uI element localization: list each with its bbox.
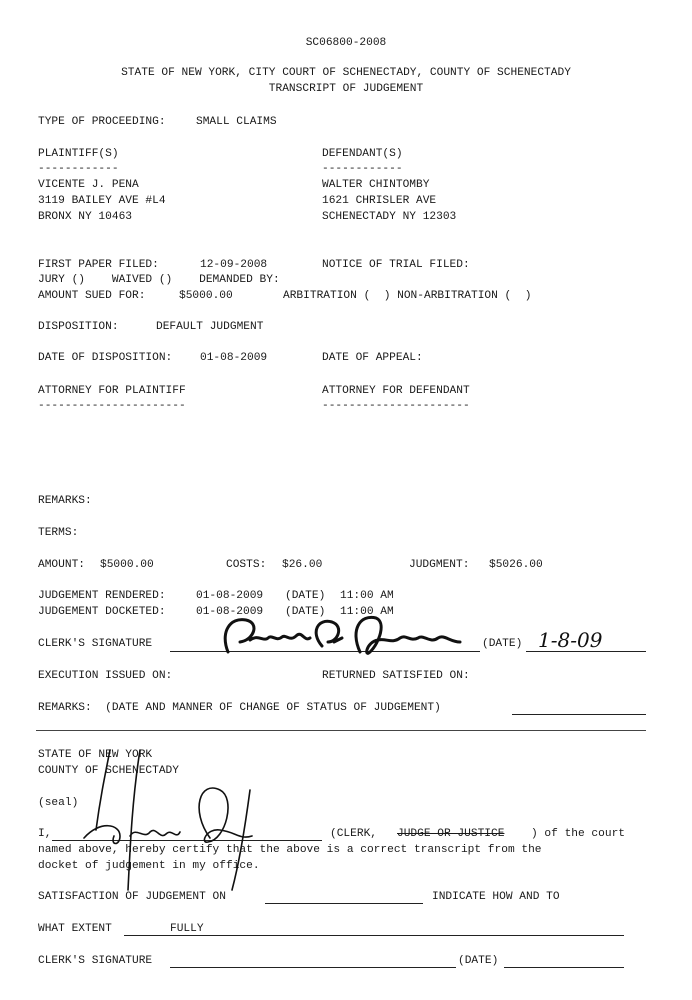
- docketed-label: JUDGEMENT DOCKETED:: [38, 606, 166, 618]
- cert-line-2: named above, hereby certify that the above is a correct transcript from the: [38, 844, 542, 856]
- remarks-label: REMARKS:: [38, 495, 92, 507]
- defendant-address-1: 1621 CHRISLER AVE: [322, 195, 437, 207]
- cert-clerk-close: ) of the court: [531, 828, 625, 840]
- handwritten-date: 1-8-09: [538, 628, 603, 652]
- defendant-heading: DEFENDANT(S): [322, 148, 403, 160]
- attorney-plaintiff-label: ATTORNEY FOR PLAINTIFF: [38, 385, 186, 397]
- cert-i: I,: [38, 828, 52, 840]
- amount-value: $5000.00: [100, 559, 154, 571]
- cert-line-3: docket of judgement in my office.: [38, 860, 260, 872]
- disposition-value: DEFAULT JUDGMENT: [156, 321, 264, 333]
- plaintiff-heading: PLAINTIFF(S): [38, 148, 119, 160]
- costs-value: $26.00: [282, 559, 323, 571]
- plaintiff-rule: ------------: [38, 163, 119, 175]
- docketed-date-tag: (DATE): [285, 606, 326, 618]
- amount-sued-label: AMOUNT SUED FOR:: [38, 290, 146, 302]
- attorney-defendant-label: ATTORNEY FOR DEFENDANT: [322, 385, 470, 397]
- judgment-label: JUDGMENT:: [409, 559, 470, 571]
- defendant-name: WALTER CHINTOMBY: [322, 179, 430, 191]
- returned-satisfied-label: RETURNED SATISFIED ON:: [322, 670, 470, 682]
- disposition-date-label: DATE OF DISPOSITION:: [38, 352, 173, 364]
- execution-issued-label: EXECUTION ISSUED ON:: [38, 670, 173, 682]
- costs-label: COSTS:: [226, 559, 267, 571]
- clerk-signature-label: CLERK'S SIGNATURE: [38, 638, 153, 650]
- document-number: SC06800-2008: [305, 37, 387, 49]
- clerk-signature-2-date-line: [504, 967, 624, 968]
- rendered-date: 01-08-2009: [196, 590, 264, 602]
- cert-struck-judge: JUDGE OR JUSTICE: [397, 828, 505, 840]
- first-paper-value: 12-09-2008: [200, 259, 268, 271]
- docketed-time: 11:00 AM: [340, 606, 394, 618]
- satisfaction-label: SATISFACTION OF JUDGEMENT ON: [38, 891, 226, 903]
- remarks-second-line: [36, 730, 646, 731]
- proceeding-label: TYPE OF PROCEEDING:: [38, 116, 166, 128]
- first-paper-label: FIRST PAPER FILED:: [38, 259, 159, 271]
- extent-value: FULLY: [170, 923, 204, 935]
- plaintiff-address-1: 3119 BAILEY AVE #L4: [38, 195, 166, 207]
- satisfaction-line: [265, 903, 423, 904]
- rendered-label: JUDGEMENT RENDERED:: [38, 590, 166, 602]
- cert-county: COUNTY OF SCHENECTADY: [38, 765, 179, 777]
- disposition-label: DISPOSITION:: [38, 321, 119, 333]
- docketed-date: 01-08-2009: [196, 606, 264, 618]
- proceeding-value: SMALL CLAIMS: [196, 116, 277, 128]
- court-heading: STATE OF NEW YORK, CITY COURT OF SCHENECTADY, COUNTY OF SCHENECTADY: [121, 67, 571, 79]
- attorney-plaintiff-rule: ----------------------: [38, 400, 186, 412]
- jury-line: JURY () WAIVED () DEMANDED BY:: [38, 274, 280, 286]
- clerk-signature-2-date-tag: (DATE): [458, 955, 499, 967]
- indicate-label: INDICATE HOW AND TO: [432, 891, 560, 903]
- cert-seal: (seal): [38, 797, 79, 809]
- document-title: TRANSCRIPT OF JUDGEMENT: [268, 83, 424, 95]
- terms-label: TERMS:: [38, 527, 79, 539]
- cert-state: STATE OF NEW YORK: [38, 749, 153, 761]
- remarks-status-line: [512, 714, 646, 715]
- notice-of-trial-label: NOTICE OF TRIAL FILED:: [322, 259, 470, 271]
- disposition-date-value: 01-08-2009: [200, 352, 268, 364]
- clerk-signature-image: [210, 612, 470, 664]
- rendered-date-tag: (DATE): [285, 590, 326, 602]
- appeal-date-label: DATE OF APPEAL:: [322, 352, 423, 364]
- clerk-signature-date-tag: (DATE): [482, 638, 523, 650]
- attorney-defendant-rule: ----------------------: [322, 400, 470, 412]
- cert-signature-image: [40, 740, 300, 910]
- clerk-signature-2-label: CLERK'S SIGNATURE: [38, 955, 153, 967]
- amount-sued-value: $5000.00: [179, 290, 233, 302]
- defendant-rule: ------------: [322, 163, 403, 175]
- plaintiff-name: VICENTE J. PENA: [38, 179, 139, 191]
- cert-clerk-open: (CLERK,: [330, 828, 384, 840]
- plaintiff-address-2: BRONX NY 10463: [38, 211, 132, 223]
- judgment-value: $5026.00: [489, 559, 543, 571]
- rendered-time: 11:00 AM: [340, 590, 394, 602]
- amount-label: AMOUNT:: [38, 559, 85, 571]
- extent-label: WHAT EXTENT: [38, 923, 112, 935]
- defendant-address-2: SCHENECTADY NY 12303: [322, 211, 457, 223]
- clerk-signature-2-line: [170, 967, 456, 968]
- remarks-status-label: REMARKS: (DATE AND MANNER OF CHANGE OF STATUS OF JUDGEMENT): [38, 702, 441, 714]
- arbitration-line: ARBITRATION ( ) NON-ARBITRATION ( ): [283, 290, 532, 302]
